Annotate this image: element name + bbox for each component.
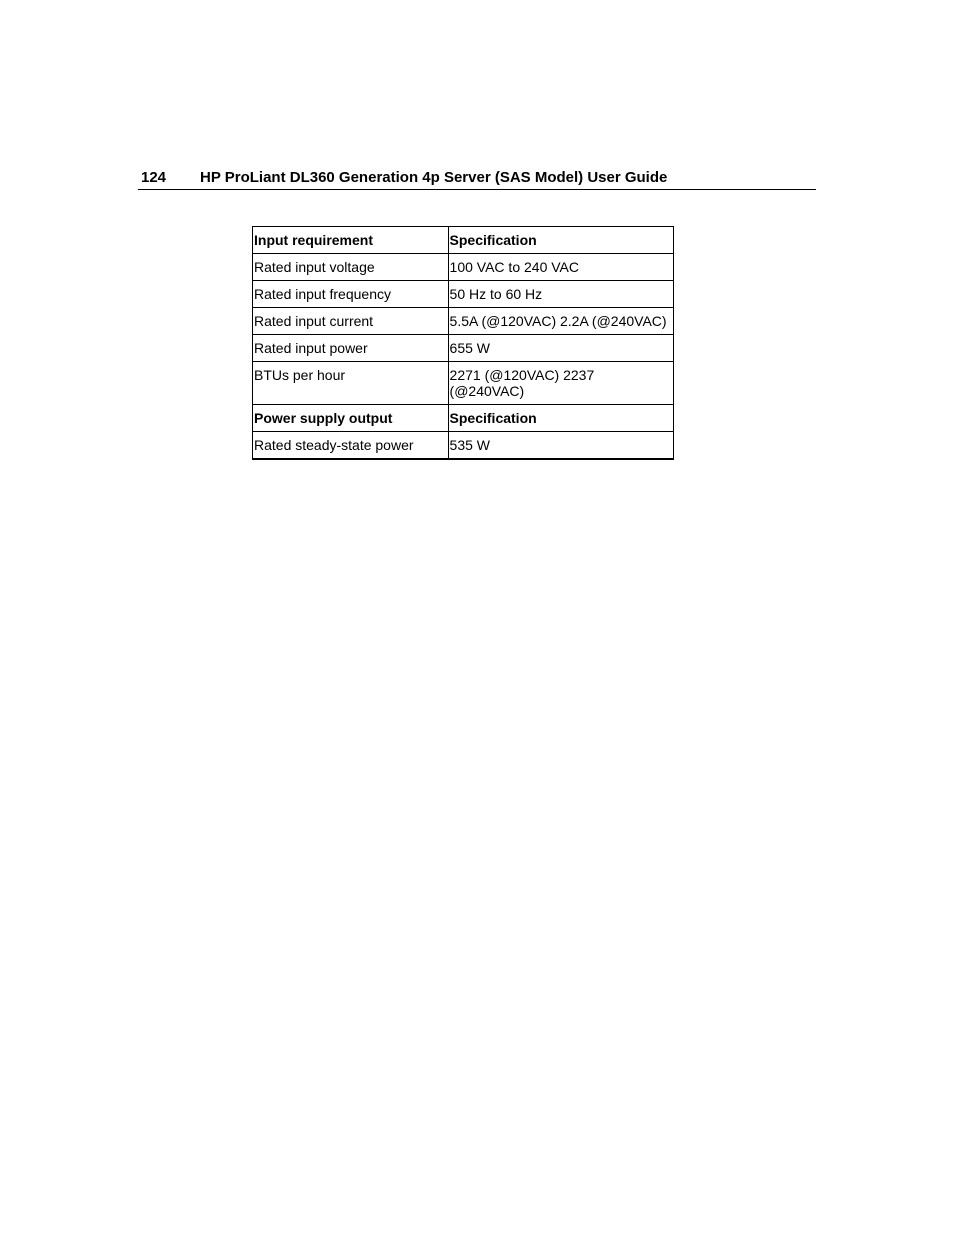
table-cell: 655 W (448, 335, 673, 362)
table-cell: 5.5A (@120VAC) 2.2A (@240VAC) (448, 308, 673, 335)
table-row (253, 308, 674, 335)
table-cell: BTUs per hour (253, 362, 449, 405)
table-row (253, 281, 674, 308)
power-specification-table (252, 226, 674, 460)
document-title: HP ProLiant DL360 Generation 4p Server (SAS Model) User Guide (200, 169, 668, 186)
table-cell: 50 Hz to 60 Hz (448, 281, 673, 308)
table-cell: 535 W (448, 432, 673, 460)
table-cell: Rated input current (253, 308, 449, 335)
column-header: Specification (448, 405, 673, 432)
table-header-row (253, 405, 674, 432)
table-cell: Rated steady-state power (253, 432, 449, 460)
table-row (253, 335, 674, 362)
page-number: 124 (141, 169, 167, 186)
table-cell: Rated input frequency (253, 281, 449, 308)
running-header (138, 168, 816, 190)
table-row (253, 432, 674, 460)
table-cell: Rated input power (253, 335, 449, 362)
column-header: Specification (448, 227, 673, 254)
column-header: Input requirement (253, 227, 449, 254)
column-header: Power supply output (253, 405, 449, 432)
table-row (253, 362, 674, 405)
table-cell: Rated input voltage (253, 254, 449, 281)
table-header-row (253, 227, 674, 254)
table-cell: 100 VAC to 240 VAC (448, 254, 673, 281)
table-row (253, 254, 674, 281)
table-cell: 2271 (@120VAC) 2237 (@240VAC) (448, 362, 673, 405)
